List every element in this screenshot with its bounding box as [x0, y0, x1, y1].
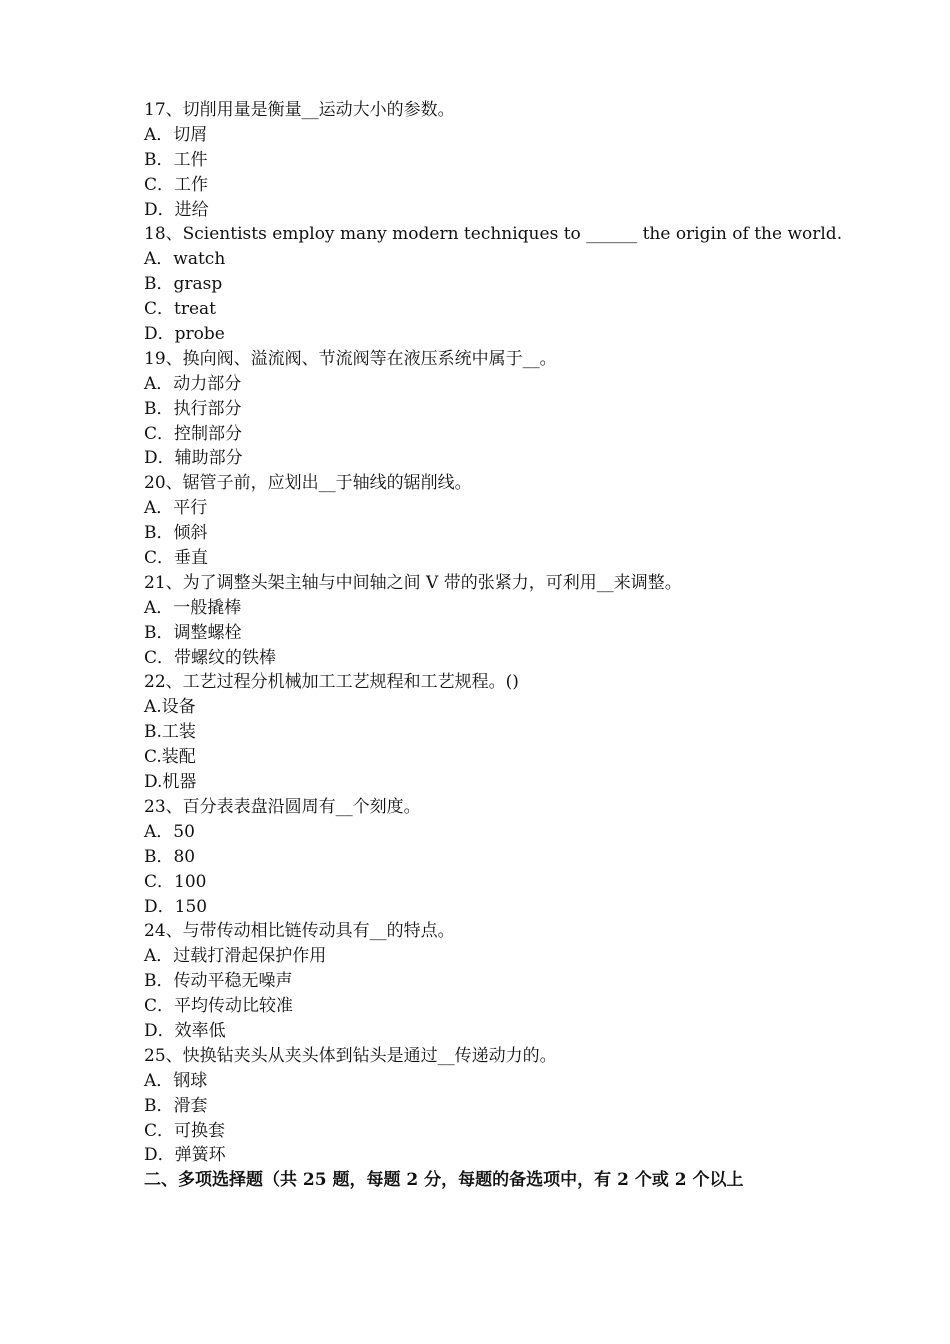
question-19-option-c: C．控制部分 [144, 423, 243, 444]
question-18-option-c: C．treat [144, 299, 216, 320]
question-20-option-c: C．垂直 [144, 548, 209, 569]
question-19-option-d: D．辅助部分 [144, 448, 243, 469]
question-23-stem: 23、百分表表盘沿圆周有__个刻度。 [144, 796, 421, 817]
question-21-stem: 21、为了调整头架主轴与中间轴之间 V 带的张紧力，可利用__来调整。 [144, 572, 682, 593]
question-23-option-c: C．100 [144, 871, 207, 892]
question-17-option-b: B．工件 [144, 149, 208, 170]
question-24-option-d: D．效率低 [144, 1020, 226, 1041]
question-22-option-b: B.工装 [144, 722, 196, 743]
question-22-stem: 22、工艺过程分机械加工工艺规程和工艺规程。() [144, 672, 519, 693]
question-18-option-a: A．watch [144, 249, 226, 270]
question-21-option-a: A．一般撬棒 [144, 597, 242, 618]
question-21-option-c: C．带螺纹的铁棒 [144, 647, 277, 668]
question-20-stem: 20、锯管子前，应划出__于轴线的锯削线。 [144, 473, 472, 494]
question-22-option-a: A.设备 [144, 697, 196, 718]
question-18-option-d: D．probe [144, 324, 225, 345]
question-23-option-d: D．150 [144, 896, 208, 917]
question-18-stem: 18、Scientists employ many modern techniques to ______ the origin of the world. [144, 224, 843, 245]
question-22-option-c: C.装配 [144, 747, 196, 768]
question-17-stem: 17、切削用量是衡量__运动大小的参数。 [144, 100, 455, 120]
section-heading-multiple-choice: 二、多项选择题（共 25 题，每题 2 分，每题的备选项中，有 2 个或 2 个以上 [144, 1170, 744, 1191]
question-25-option-d: D．弹簧环 [144, 1145, 226, 1166]
question-24-option-b: B．传动平稳无噪声 [144, 971, 293, 992]
question-23-option-a: A．50 [144, 821, 195, 842]
question-20-option-b: B．倾斜 [144, 523, 208, 544]
question-22-option-d: D.机器 [144, 772, 197, 793]
question-24-option-a: A．过载打滑起保护作用 [144, 946, 327, 967]
question-21-option-b: B．调整螺栓 [144, 622, 242, 643]
question-25-stem: 25、快换钻夹头从夹头体到钻头是通过__传递动力的。 [144, 1045, 557, 1066]
question-list [144, 98, 843, 1193]
question-17-option-d: D．进给 [144, 199, 209, 220]
question-19-option-a: A．动力部分 [144, 373, 242, 394]
question-17-option-c: C．工作 [144, 174, 209, 195]
question-25-option-c: C．可换套 [144, 1120, 226, 1141]
question-19-option-b: B．执行部分 [144, 398, 242, 419]
question-20-option-a: A．平行 [144, 498, 208, 519]
question-24-stem: 24、与带传动相比链传动具有__的特点。 [144, 921, 455, 942]
question-25-option-a: A．钢球 [144, 1070, 208, 1091]
question-24-option-c: C．平均传动比较准 [144, 996, 294, 1017]
question-25-option-b: B．滑套 [144, 1095, 208, 1116]
question-23-option-b: B．80 [144, 846, 196, 867]
question-18-option-b: B．grasp [144, 274, 223, 295]
question-19-stem: 19、换向阀、溢流阀、节流阀等在液压系统中属于__。 [144, 348, 557, 369]
question-17-option-a: A．切屑 [144, 124, 208, 145]
